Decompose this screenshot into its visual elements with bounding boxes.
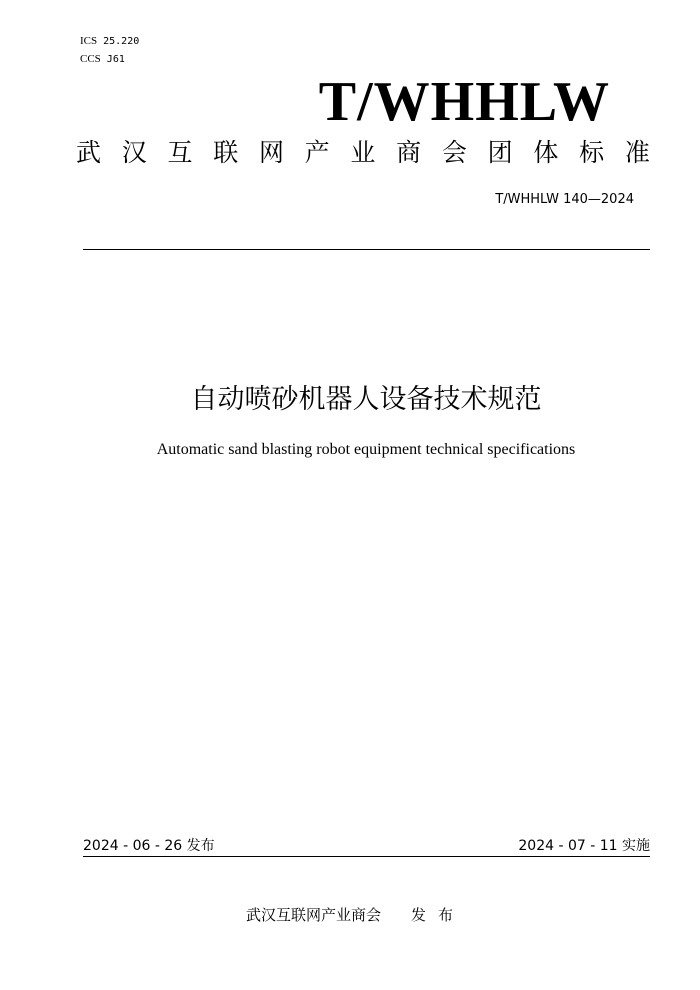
org-title-char: 互 [167,138,193,167]
org-title-char: 商 [396,138,422,167]
org-title-char: 汉 [121,138,147,167]
org-title-char: 准 [624,138,650,167]
ics-code [80,35,139,47]
org-title-char: 标 [579,138,605,167]
document-title-chinese: 自动喷砂机器人设备技术规范 [190,384,542,415]
ccs-label: CCS [80,53,101,65]
ccs-value: J61 [106,54,125,65]
ics-label: ICS [80,35,98,47]
standard-number: T/WHHLW 140—2024 [495,192,634,207]
org-title-char: 业 [350,138,376,167]
header-divider [83,249,650,250]
ics-value: 25.220 [103,36,140,47]
organization-standard-title [76,138,650,168]
publisher-label: 发布 [411,906,466,924]
footer-divider [83,856,650,857]
standard-brand: T/WHHLW [318,71,610,133]
org-title-char: 团 [487,138,513,167]
ccs-code [80,53,125,65]
org-title-char: 体 [533,138,559,167]
org-title-char: 会 [441,138,467,167]
document-title-english: Automatic sand blasting robot equipment technical specifications [156,441,576,458]
publisher [246,904,465,925]
org-title-char: 产 [304,138,330,167]
org-title-char: 网 [258,138,284,167]
publisher-name: 武汉互联网产业商会 [246,906,382,924]
issue-date: 2024 - 06 - 26 发布 [83,838,215,854]
org-title-char: 武 [76,138,102,167]
org-title-char: 联 [213,138,239,167]
implementation-date: 2024 - 07 - 11 实施 [518,838,650,854]
